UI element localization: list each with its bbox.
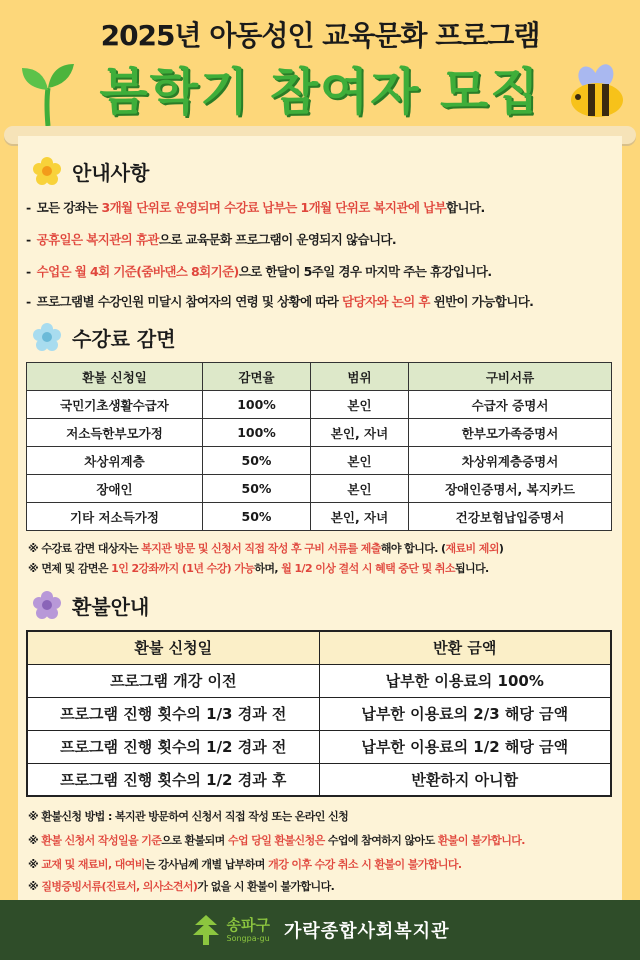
- notice-text: 가 없을 시 환불이 불가합니다.: [197, 880, 335, 893]
- discount-section-title: 수강료 감면: [32, 322, 176, 352]
- table-cell: 한부모가족증명서: [409, 419, 612, 447]
- table-cell: 납부한 이용료의 2/3 해당 금액: [319, 697, 611, 730]
- notice-text: -: [26, 232, 31, 247]
- highlight-text: 수업은 월 4회 기준(줌바댄스 8회기준): [36, 264, 239, 279]
- highlight-text: 1인 2강좌까지 (1년 수강) 가능: [111, 562, 255, 575]
- guide-item: [26, 292, 616, 310]
- notice-text: 으로 교육문화 프로그램이 운영되지 않습니다.: [158, 232, 397, 247]
- table-row: [27, 763, 611, 796]
- notice-text: ※: [28, 834, 42, 847]
- table-cell: 100%: [203, 419, 311, 447]
- guide-item: [26, 230, 616, 248]
- table-header-row: 환불 신청일 감면율 범위 구비서류: [27, 363, 612, 391]
- highlight-text: 월 1/2 이상 결석 시 혜택 중단 및 취소: [281, 562, 455, 575]
- table-cell: 납부한 이용료의 1/2 해당 금액: [319, 730, 611, 763]
- guide-section-title: 안내사항: [32, 156, 149, 186]
- notice-text: ※: [28, 858, 42, 871]
- refund-section-title: 환불안내: [32, 590, 149, 620]
- footer: [0, 900, 640, 960]
- discount-table: [26, 362, 612, 531]
- discount-note: [28, 540, 618, 556]
- table-row: [27, 664, 611, 697]
- table-cell: 프로그램 진행 횟수의 1/2 경과 전: [27, 730, 319, 763]
- flower-icon: [32, 590, 62, 620]
- header-subtitle: 2025년 아동성인 교육문화 프로그램: [100, 19, 540, 52]
- notice-text: 으로 환불되며: [161, 834, 228, 847]
- discount-note: [28, 560, 618, 576]
- table-cell: 프로그램 진행 횟수의 1/3 경과 전: [27, 697, 319, 730]
- table-cell: 본인: [311, 475, 409, 503]
- highlight-text: 담당자와 논의 후: [342, 294, 430, 309]
- table-cell: 본인: [311, 447, 409, 475]
- guide-item: [26, 262, 616, 280]
- highlight-text: 3개월 단위로 운영되며 수강료 납부는 1개월 단위로 복지관에 납부: [101, 200, 447, 215]
- table-cell: 50%: [203, 503, 311, 531]
- highlight-text: 환불이 불가합니다.: [437, 834, 525, 847]
- notice-text: ※ 면제 및 감면은: [28, 562, 112, 575]
- refund-table: [26, 630, 612, 797]
- table-cell: 기타 저소득가정: [27, 503, 203, 531]
- notice-text: ※ 수강료 감면 대상자는: [28, 542, 142, 555]
- table-cell: 국민기초생활수급자: [27, 391, 203, 419]
- notice-text: ※ 환불신청 방법 : 복지관 방문하여 신청서 직접 작성 또는 온라인 신청: [28, 810, 349, 823]
- highlight-text: 복지관 방문 및 신청서 직접 작성 후 구비 서류를 제출: [141, 542, 381, 555]
- bee-icon: [566, 64, 628, 122]
- notice-text: -: [26, 264, 31, 279]
- table-cell: 장애인증명서, 복지카드: [409, 475, 612, 503]
- highlight-text: 수업 당일 환불신청은: [227, 834, 325, 847]
- notice-text: -: [26, 200, 31, 215]
- logo-korean: 송파구: [226, 915, 270, 934]
- highlight-text: 개강 이후 수강 취소 시 환불이 불가합니다.: [268, 858, 462, 871]
- refund-note: [28, 878, 618, 894]
- notice-text: 프로그램별 수강인원 미달시 참여자의 연령 및 상황에 따라: [36, 294, 343, 309]
- table-cell: 납부한 이용료의 100%: [319, 664, 611, 697]
- flower-icon: [32, 322, 62, 352]
- table-cell: 50%: [203, 447, 311, 475]
- notice-text: 모든 강좌는: [36, 200, 102, 215]
- table-row: [27, 447, 612, 475]
- notice-text: ※: [28, 880, 42, 893]
- notice-text: ): [498, 542, 504, 555]
- highlight-text: 교재 및 재료비, 대여비: [41, 858, 145, 871]
- table-row: [27, 730, 611, 763]
- table-cell: 건강보험납입증명서: [409, 503, 612, 531]
- highlight-text: 재료비 제외: [445, 542, 499, 555]
- organization-name: 가락종합사회복지관: [283, 921, 450, 942]
- highlight-text: 공휴일은 복지관의 휴관: [36, 232, 159, 247]
- notice-text: 수업에 참여하지 않아도: [324, 834, 438, 847]
- table-cell: 차상위계층증명서: [409, 447, 612, 475]
- table-cell: 반환하지 아니함: [319, 763, 611, 796]
- table-cell: 차상위계층: [27, 447, 203, 475]
- refund-note: [28, 856, 618, 872]
- notice-text: 합니다.: [446, 200, 485, 215]
- notice-text: 하며,: [254, 562, 282, 575]
- flower-icon: [32, 156, 62, 186]
- table-cell: 50%: [203, 475, 311, 503]
- main-title: 봄학기 참여자 모집: [99, 63, 541, 121]
- table-cell: 본인, 자녀: [311, 503, 409, 531]
- table-row: [27, 503, 612, 531]
- table-cell: 100%: [203, 391, 311, 419]
- table-cell: 저소득한부모가정: [27, 419, 203, 447]
- notice-text: -: [26, 294, 31, 309]
- tree-logo-icon: [191, 913, 221, 947]
- table-row: [27, 419, 612, 447]
- highlight-text: 질병증빙서류(진료서, 의사소견서): [41, 880, 198, 893]
- table-cell: 본인: [311, 391, 409, 419]
- logo-english: Songpa-gu: [226, 933, 270, 943]
- notice-text: 해야 합니다. (: [380, 542, 446, 555]
- table-header-row: 환불 신청일 반환 금액: [27, 631, 611, 664]
- songpa-logo: [191, 913, 270, 947]
- notice-text: 는 강사님께 개별 납부하며: [144, 858, 269, 871]
- notice-text: 으로 한달이 5주일 경우 마지막 주는 휴강입니다.: [238, 264, 492, 279]
- table-cell: 본인, 자녀: [311, 419, 409, 447]
- table-row: [27, 697, 611, 730]
- table-cell: 수급자 증명서: [409, 391, 612, 419]
- notice-text: 됩니다.: [454, 562, 489, 575]
- table-cell: 장애인: [27, 475, 203, 503]
- highlight-text: 환불 신청서 작성일을 기준: [41, 834, 162, 847]
- guide-item: [26, 198, 616, 216]
- table-cell: 프로그램 개강 이전: [27, 664, 319, 697]
- notice-text: 윈반이 가능합니다.: [429, 294, 534, 309]
- table-cell: 프로그램 진행 횟수의 1/2 경과 후: [27, 763, 319, 796]
- table-row: [27, 475, 612, 503]
- refund-note: [28, 808, 618, 824]
- refund-note: [28, 832, 618, 848]
- table-row: [27, 391, 612, 419]
